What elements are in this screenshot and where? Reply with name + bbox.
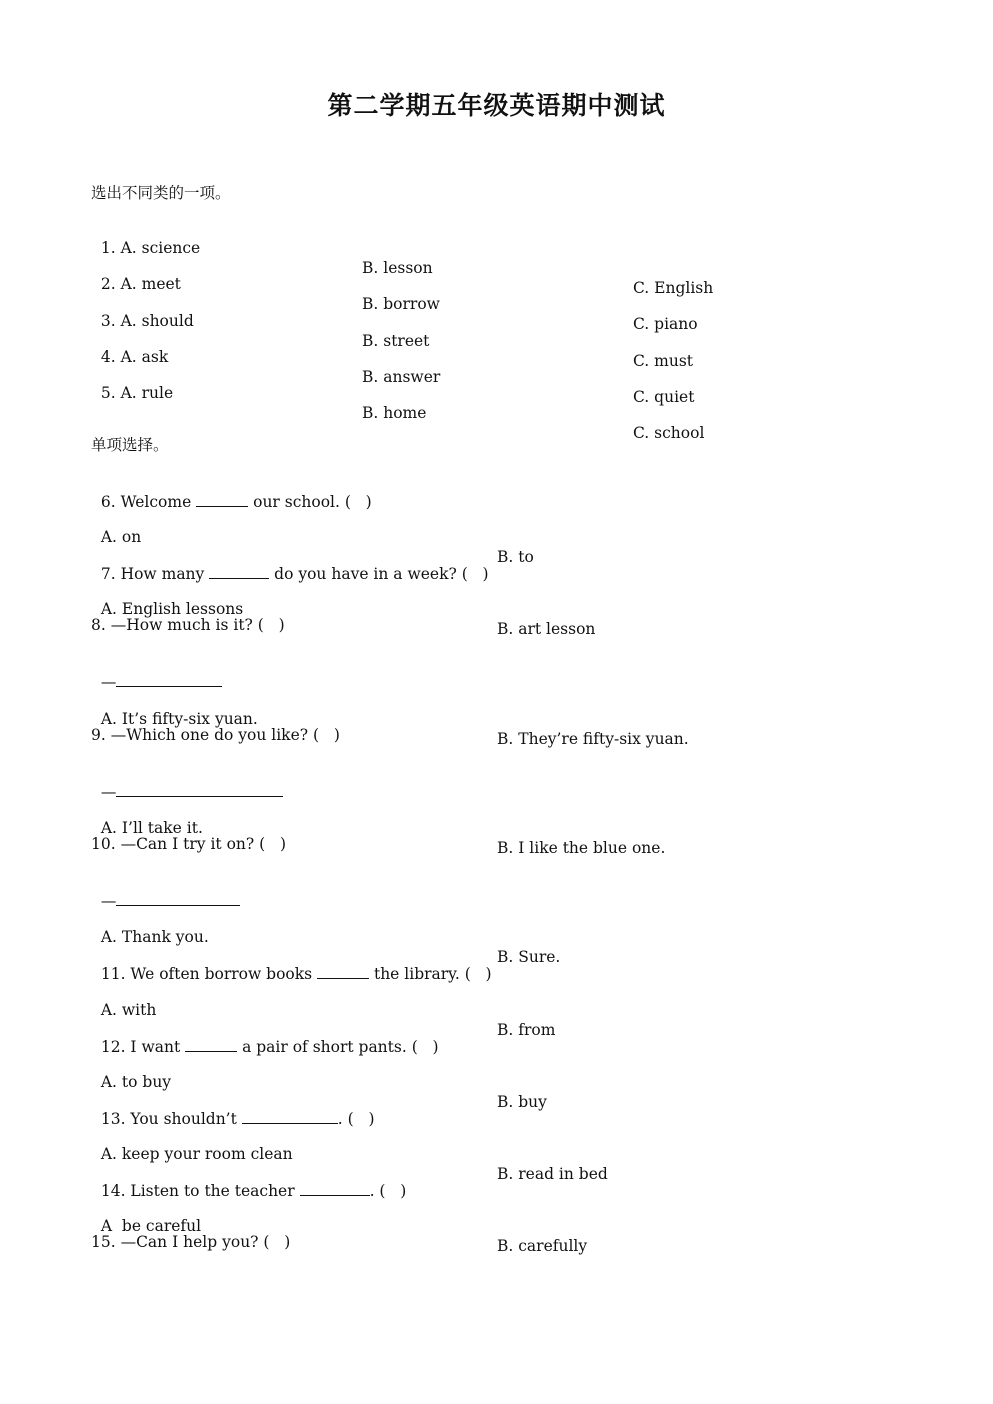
- q4-option-c: C. quiet: [633, 388, 695, 406]
- q6-stem-start: 6. Welcome: [100, 493, 197, 511]
- question-11: [91, 943, 492, 984]
- q4-option-a: 4. A. ask: [100, 348, 169, 366]
- question-9: 9. —Which one do you like? ( ): [91, 726, 340, 744]
- q14-stem-end: . ( ): [369, 1182, 407, 1200]
- q7-option-b: B. art lesson: [497, 620, 596, 638]
- q2-option-a: 2. A. meet: [100, 275, 181, 293]
- answer-blank: [116, 890, 240, 906]
- q3-option-a: 3. A. should: [100, 312, 194, 330]
- q12-stem-start: 12. I want: [100, 1038, 186, 1056]
- answer-blank: [317, 963, 369, 979]
- q10-option-a: A. Thank you.: [100, 928, 209, 946]
- question-9-answer-line: [91, 761, 283, 802]
- dash: —: [100, 783, 117, 801]
- question-10-answer-line: [91, 870, 240, 911]
- q5-option-b: B. home: [362, 404, 427, 422]
- question-14: [91, 1160, 406, 1201]
- q6-option-a: A. on: [100, 528, 142, 546]
- q10-option-b: B. Sure.: [497, 948, 561, 966]
- q12-option-a: A. to buy: [100, 1073, 172, 1091]
- q11-stem-start: 11. We often borrow books: [100, 965, 318, 983]
- answer-blank: [242, 1108, 338, 1124]
- question-10: 10. —Can I try it on? ( ): [91, 835, 286, 853]
- q2-option-b: B. borrow: [362, 295, 440, 313]
- q4-option-b: B. answer: [362, 368, 441, 386]
- q13-stem-end: . ( ): [337, 1110, 375, 1128]
- q7-stem-end: do you have in a week? ( ): [269, 565, 489, 583]
- q1-option-a: 1. A. science: [100, 239, 201, 257]
- q11-stem-end: the library. ( ): [369, 965, 492, 983]
- q7-stem-start: 7. How many: [100, 565, 210, 583]
- q14-stem-start: 14. Listen to the teacher: [100, 1182, 300, 1200]
- q12-stem-end: a pair of short pants. ( ): [237, 1038, 439, 1056]
- q14-option-a: A be careful: [100, 1217, 202, 1235]
- q1-option-b: B. lesson: [362, 259, 433, 277]
- q1-option-c: C. English: [633, 279, 714, 297]
- answer-blank: [116, 781, 283, 797]
- q14-option-b: B. carefully: [497, 1237, 588, 1255]
- q2-option-c: C. piano: [633, 315, 698, 333]
- section1-heading: 选出不同类的一项。: [91, 184, 231, 202]
- q3-option-c: C. must: [633, 352, 694, 370]
- page-title: 第二学期五年级英语期中测试: [327, 91, 666, 120]
- answer-blank: [116, 671, 222, 687]
- question-6: [91, 471, 372, 512]
- question-8: 8. —How much is it? ( ): [91, 616, 285, 634]
- q13-stem-start: 13. You shouldn’t: [100, 1110, 242, 1128]
- answer-blank: [196, 491, 248, 507]
- question-7: [91, 543, 489, 584]
- q9-option-b: B. I like the blue one.: [497, 839, 666, 857]
- q8-option-a: A. It’s fifty-six yuan.: [100, 710, 258, 728]
- q13-option-b: B. read in bed: [497, 1165, 608, 1183]
- q12-option-b: B. buy: [497, 1093, 547, 1111]
- answer-blank: [185, 1036, 237, 1052]
- q5-option-c: C. school: [633, 424, 705, 442]
- q6-stem-end: our school. ( ): [248, 493, 372, 511]
- q6-option-b: B. to: [497, 548, 534, 566]
- question-13: [91, 1088, 375, 1129]
- q7-option-a: A. English lessons: [100, 600, 244, 618]
- question-15: 15. —Can I help you? ( ): [91, 1233, 291, 1251]
- q5-option-a: 5. A. rule: [100, 384, 174, 402]
- dash: —: [100, 673, 117, 691]
- question-8-answer-line: [91, 651, 222, 692]
- answer-blank: [300, 1180, 370, 1196]
- q3-option-b: B. street: [362, 332, 430, 350]
- q11-option-b: B. from: [497, 1021, 556, 1039]
- q11-option-a: A. with: [100, 1001, 157, 1019]
- q8-option-b: B. They’re fifty-six yuan.: [497, 730, 689, 748]
- answer-blank: [209, 563, 269, 579]
- dash: —: [100, 892, 117, 910]
- section2-heading: 单项选择。: [91, 436, 169, 454]
- q13-option-a: A. keep your room clean: [100, 1145, 293, 1163]
- question-12: [91, 1016, 439, 1057]
- q9-option-a: A. I’ll take it.: [100, 819, 203, 837]
